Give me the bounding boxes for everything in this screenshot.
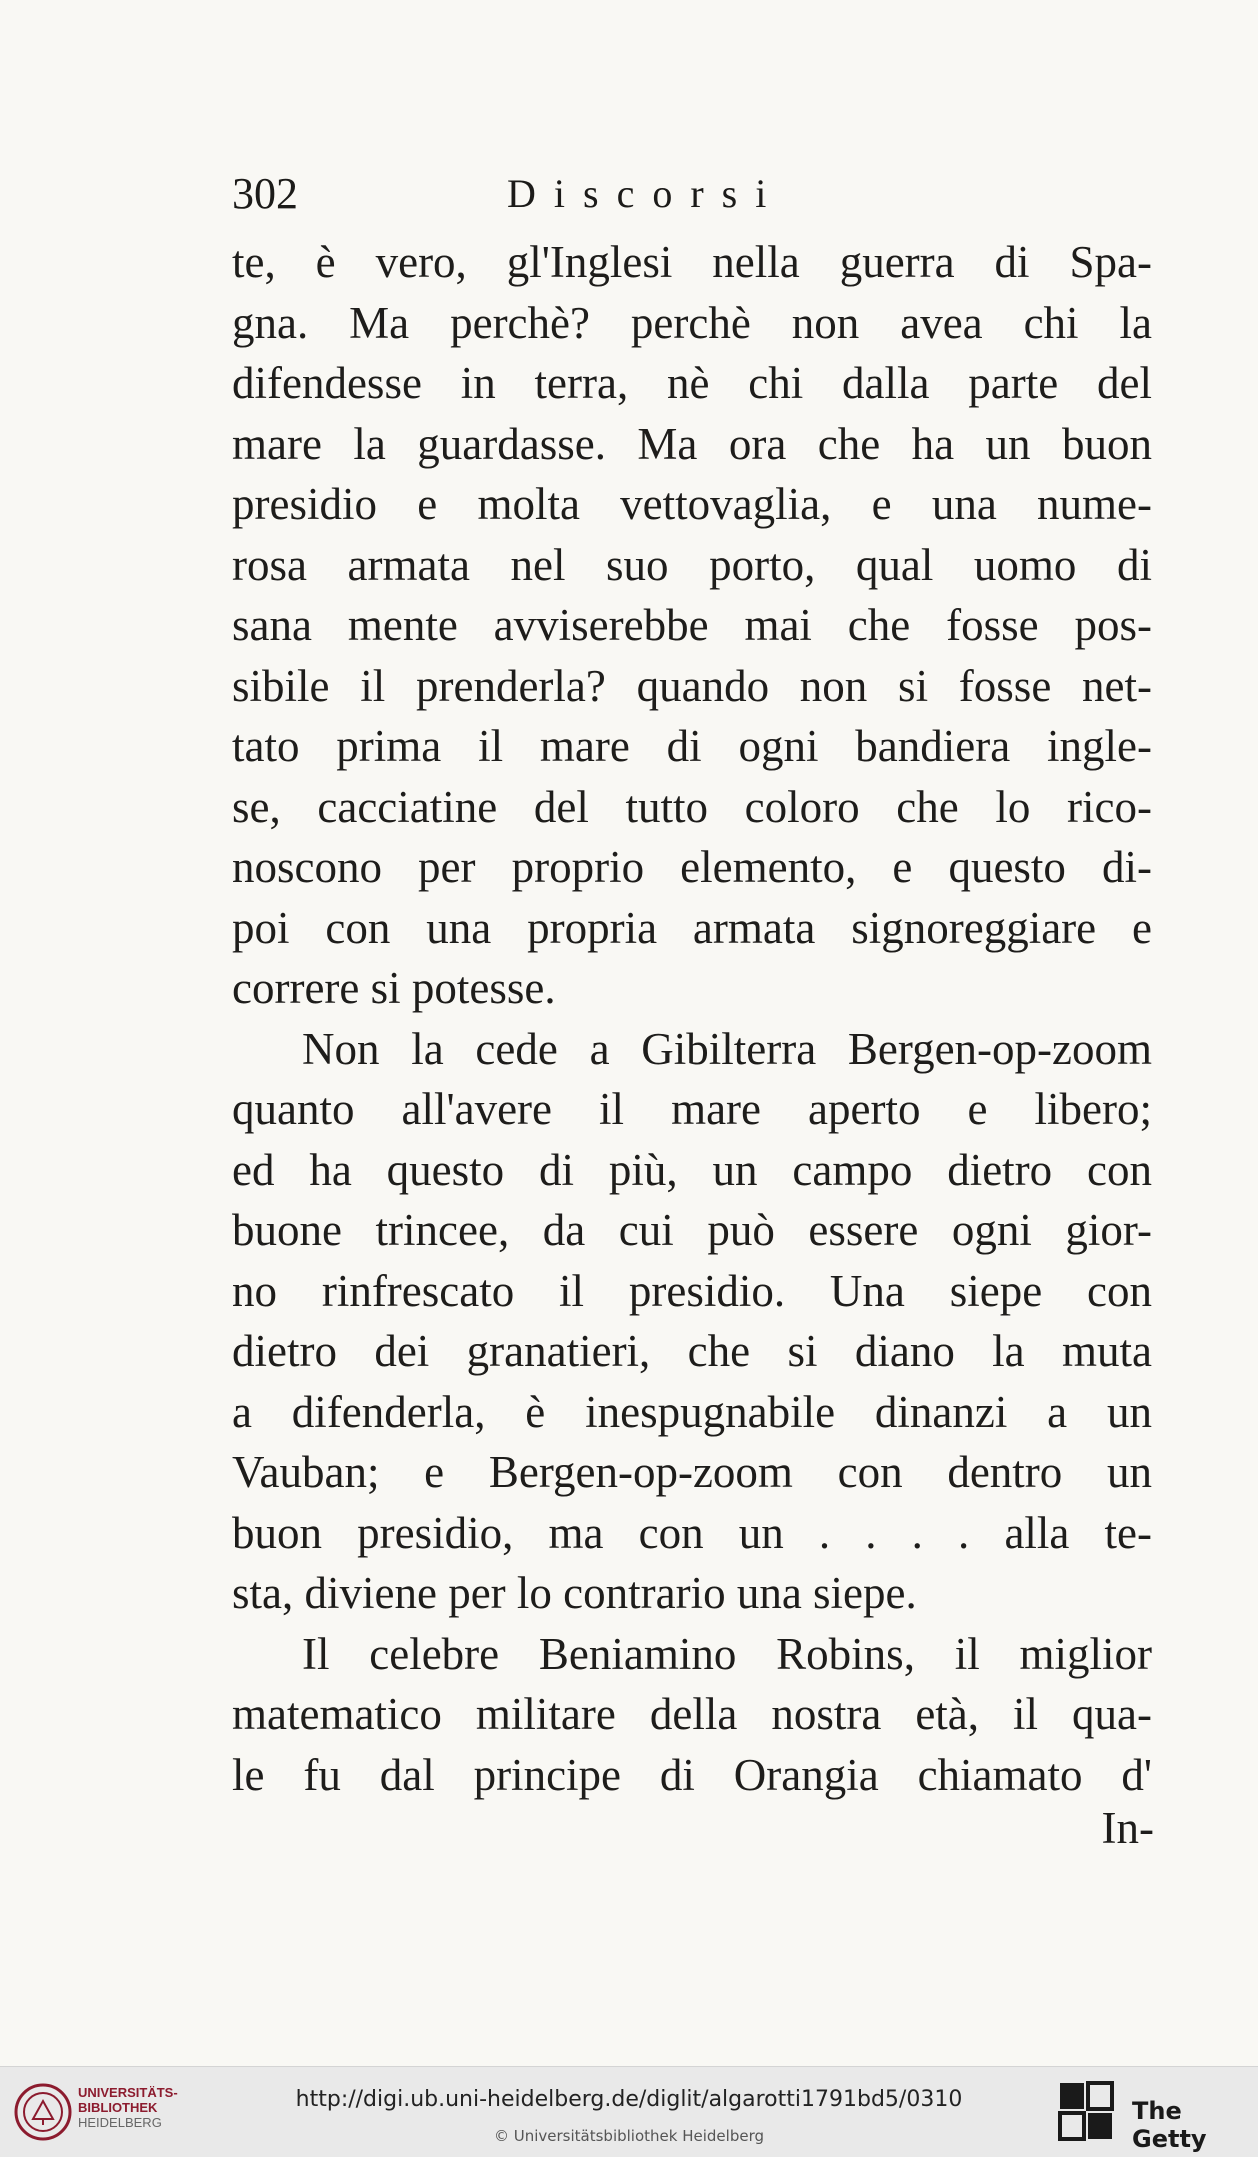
text-line: presidio e molta vettovaglia, e una nume-: [232, 479, 1152, 529]
text-line: gna. Ma perchè? perchè non avea chi la: [232, 297, 1152, 348]
text-line: dietro dei granatieri, che si diano la muta: [232, 1326, 1152, 1376]
text-line: quanto all'avere il mare aperto e libero;: [232, 1084, 1152, 1134]
institution-line: BIBLIOTHEK: [78, 2100, 158, 2115]
text-line: te, è vero, gl'Inglesi nella guerra di Spa-: [232, 237, 1152, 287]
text-line: Il celebre Beniamino Robins, il miglior: [302, 1628, 1152, 1679]
text-line: Non la cede a Gibilterra Bergen-op-zoom: [302, 1023, 1152, 1074]
institution-line: HEIDELBERG: [78, 2115, 162, 2130]
text-line: noscono per proprio elemento, e questo di-: [232, 842, 1152, 892]
permalink-url[interactable]: http://digi.ub.uni-heidelberg.de/diglit/algarotti1791bd5/0310: [295, 2087, 963, 2112]
institution-line: UNIVERSITÄTS-: [78, 2085, 178, 2100]
page-number: 302: [232, 169, 298, 218]
body-text: [232, 232, 1152, 1805]
text-line: Vauban; e Bergen-op-zoom con dentro un: [232, 1447, 1152, 1497]
text-line: a difenderla, è inespugnabile dinanzi a un: [232, 1386, 1152, 1437]
text-line: tato prima il mare di ogni bandiera ingle-: [232, 721, 1152, 771]
text-line: difendesse in terra, nè chi dalla parte del: [232, 358, 1152, 408]
text-line: rosa armata nel suo porto, qual uomo di: [232, 539, 1152, 590]
text-line: poi con una propria armata signoreggiare e: [232, 902, 1152, 953]
text-line: buone trincee, da cui può essere ogni gior-: [232, 1205, 1152, 1255]
text-line: matematico militare della nostra età, il qua-: [232, 1689, 1152, 1739]
text-line: se, cacciatine del tutto coloro che lo rico-: [232, 781, 1152, 832]
copyright-notice: © Universitätsbibliothek Heidelberg: [493, 2127, 764, 2145]
running-head: [232, 168, 1142, 228]
text-line: buon presidio, ma con un . . . . alla te-: [232, 1507, 1152, 1558]
catchword: In-: [1101, 1803, 1154, 1853]
text-line: mare la guardasse. Ma ora che ha un buon: [232, 418, 1152, 469]
getty-logo-icon: [1058, 2081, 1116, 2143]
text-line: ed ha questo di più, un campo dietro con: [232, 1144, 1152, 1195]
text-line: le fu dal principe di Orangia chiamato d': [232, 1749, 1152, 1800]
text-line: correre si potesse.: [232, 963, 556, 1013]
viewer-footer: [0, 2066, 1258, 2157]
partner-name[interactable]: The Getty: [1132, 2097, 1207, 2153]
text-line: sana mente avviserebbe mai che fosse pos-: [232, 600, 1152, 650]
running-title: Discorsi: [507, 171, 785, 216]
text-line: no rinfrescato il presidio. Una siepe con: [232, 1265, 1152, 1316]
text-line: sta, diviene per lo contrario una siepe.: [232, 1568, 917, 1618]
text-line: sibile il prenderla? quando non si fosse net-: [232, 660, 1152, 711]
